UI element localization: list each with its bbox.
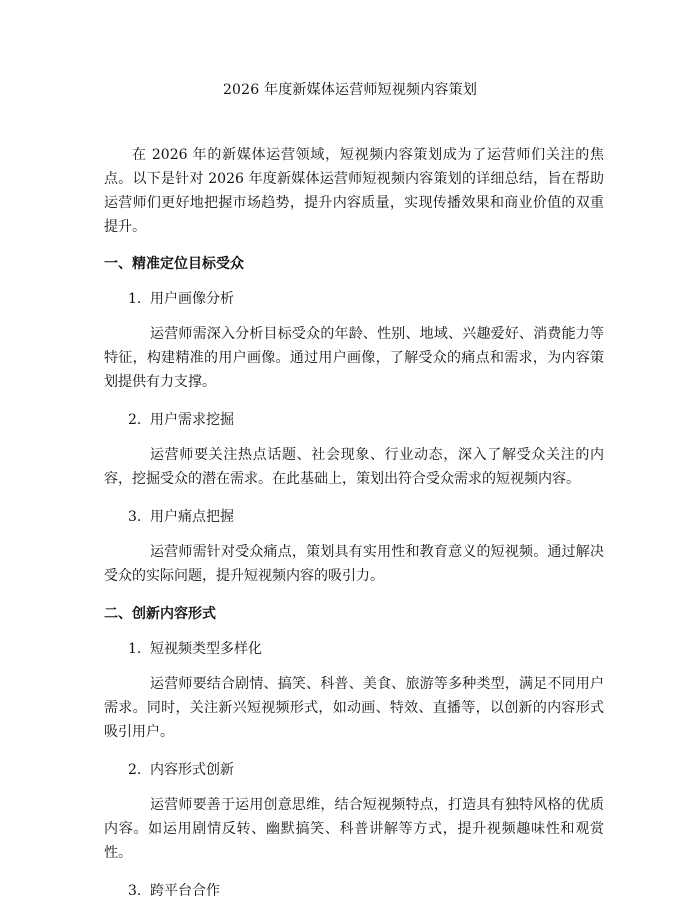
subsection-heading <box>104 760 604 780</box>
subsection-heading <box>104 507 604 527</box>
subsection-heading <box>104 289 604 309</box>
subsection-number: 2. <box>128 762 142 778</box>
body-paragraph: 运营师要善于运用创意思维，结合短视频特点，打造具有独特风格的优质内容。如运用剧情反转、幽默搞笑、科普讲解等方式，提升视频趣味性和观赏性。 <box>104 797 604 861</box>
subsection-title: 用户需求挖掘 <box>150 412 234 428</box>
body-paragraph: 运营师需深入分析目标受众的年龄、性别、地域、兴趣爱好、消费能力等特征，构建精准的用户画像。通过用户画像，了解受众的痛点和需求，为内容策划提供有力支撑。 <box>104 326 604 390</box>
section-heading: 一、精准定位目标受众 <box>104 256 244 272</box>
subsection-number: 2. <box>128 412 142 428</box>
section-1 <box>104 254 604 588</box>
document-title: 2026 年度新媒体运营师短视频内容策划 <box>222 82 478 98</box>
section-2 <box>104 604 604 901</box>
body-paragraph: 运营师需针对受众痛点，策划具有实用性和教育意义的短视频。通过解决受众的实际问题，提升短视频内容的吸引力。 <box>104 544 604 584</box>
subsection-number: 3. <box>128 509 142 525</box>
subsection-title: 内容形式创新 <box>150 762 234 778</box>
document-body <box>104 143 604 914</box>
subsection-title: 跨平台合作 <box>150 883 220 899</box>
subsection-title: 短视频类型多样化 <box>150 641 262 657</box>
subsection-title: 用户画像分析 <box>150 291 234 307</box>
subsection-number: 3. <box>128 883 142 899</box>
body-paragraph: 运营师要结合剧情、搞笑、科普、美食、旅游等多种类型，满足不同用户需求。同时，关注新兴短视频形式，如动画、特效、直播等，以创新的内容形式吸引用户。 <box>104 676 604 740</box>
subsection-number: 1. <box>128 291 142 307</box>
body-paragraph: 运营师要关注热点话题、社会现象、行业动态，深入了解受众关注的内容，挖掘受众的潜在需求。在此基础上，策划出符合受众需求的短视频内容。 <box>104 447 604 487</box>
intro-paragraph: 在 2026 年的新媒体运营领域，短视频内容策划成为了运营师们关注的焦点。以下是针对 2026 年度新媒体运营师短视频内容策划的详细总结，旨在帮助运营师们更好地把握市场趋势，提升内容质量，实现传播效果和商业价值的双重提升。 <box>104 147 604 235</box>
subsection-heading <box>104 881 604 901</box>
subsection-number: 1. <box>128 641 142 657</box>
subsection-title: 用户痛点把握 <box>150 509 234 525</box>
section-heading: 二、创新内容形式 <box>104 606 216 622</box>
subsection-heading <box>104 410 604 430</box>
subsection-heading <box>104 639 604 659</box>
